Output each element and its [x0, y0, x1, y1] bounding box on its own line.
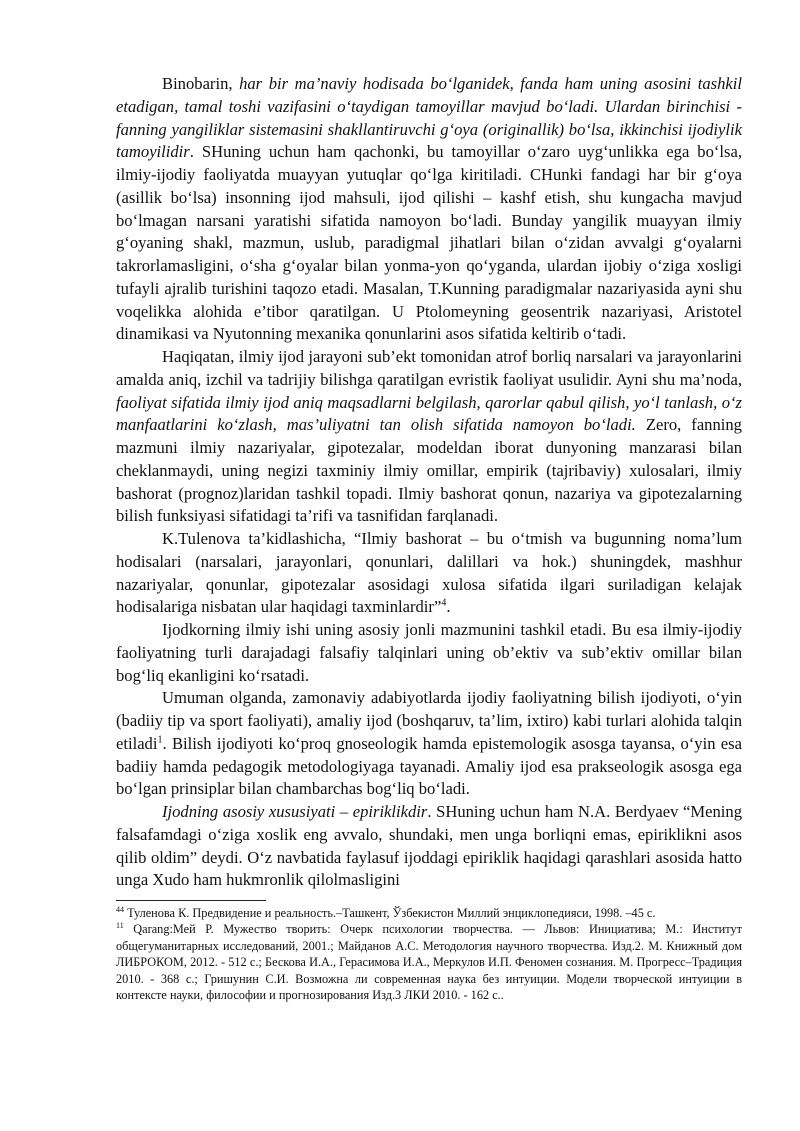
footnote-marker: 44 — [116, 904, 124, 914]
paragraph-text: . — [446, 597, 451, 617]
footnote-text: Туленова К. Предвидение и реальность.–Ташкент, Ўзбекистон Миллий энциклопедияси, 1998. –45 с. — [124, 906, 656, 920]
paragraph — [116, 687, 742, 801]
footnote-reference: 1 — [157, 734, 163, 746]
paragraph-text: Ijodkorning ilmiy ishi uning asosiy jonli mazmunini tashkil etadi. Bu esa ilmiy-ijodiy faoliyatning turli darajadagi falsafiy talqinlari uning ob’ektiv va sub’ektiv omillar bilan bog‘liq ekanligini ko‘rsatadi. — [116, 620, 742, 685]
footnote — [116, 905, 742, 921]
paragraph — [116, 73, 742, 346]
paragraph-text: Umuman olganda, zamonaviy adabiyotlarda ijodiy faoliyatning bilish ijodiyoti, o‘yin (badiiy tip va sport faoliyati), amaliy ijod (boshqaruv, ta’lim, ixtiro) kabi turlari alohida talqin etiladi — [116, 688, 742, 753]
emphasis-text: Ijodning asosiy xususiyati – epiriklikdir — [162, 802, 428, 821]
paragraph — [116, 801, 742, 892]
footnote-marker: 11 — [116, 921, 124, 931]
paragraph — [116, 528, 742, 619]
paragraph-text: . SHuning uchun ham qachonki, bu tamoyillar o‘zaro uyg‘unlikka ega bo‘lsa, ilmiy-ijodiy faoliyatda muayyan yutuqlar qo‘lga kiritiladi. CHunki fandagi har bir g‘oya (asillik bo‘lsa) insonning ijod mahsuli, ijod qilishi – kashf etish, shu kungacha mavjud bo‘lmagan narsani yaratishi sifatida namoyon bo‘ladi. Bunday yangilik muayyan ilmiy g‘oyaning shakl, mazmun, uslub, paradigmal jihatlari bilan o‘zidan avvalgi g‘oyalarni takrorlamasligini, o‘sha g‘oyalar bilan yonma-yon qo‘yganda, ulardan ijobiy o‘ziga xosligi tufayli ajralib turishini taqozo etadi. Masalan, T.Kunning paradigmalar nazariyasida ayni shu voqelikka alohida e’tibor qaratilgan. U Ptolomeyning geosentrik nazariyasi, Aristotel dinamikasi va Nyutonning mexanika qonunlarini asos sifatida keltirib o‘tadi. — [116, 142, 742, 344]
body-text — [116, 73, 742, 892]
emphasis-text: faoliyat sifatida ilmiy ijod aniq maqsadlarni belgilash, qarorlar qabul qilish, yo‘l tanlash, o‘z manfaatlarini ko‘zlash, mas’uliyatni tan olish sifatida namoyon bo‘ladi. — [116, 392, 742, 435]
paragraph — [116, 619, 742, 687]
paragraph-text: Haqiqatan, ilmiy ijod jarayoni sub’ekt tomonidan atrof borliq narsalari va jarayonlarini amalda aniq, izchil va tadrijiy bilishga qaratilgan evristik faoliyat usulidir. Ayni shu ma’noda, — [116, 347, 742, 389]
footnote-separator — [116, 900, 266, 901]
paragraph-text: Binobarin, — [162, 74, 240, 93]
document-page — [116, 73, 742, 1003]
footnotes — [116, 905, 742, 1003]
paragraph-text: . Bilish ijodiyoti ko‘proq gnoseologik hamda epistemologik asosga tayansa, o‘yin esa badiiy hamda pedagogik metodologiyaga tayanadi. Amaliy ijod esa prakseologik asosga ega bo‘lgan prinsiplar bilan chambarchas bog‘liq bo‘ladi. — [116, 733, 742, 799]
emphasis-text: har bir ma’naviy hodisada bo‘lganidek, fanda ham uning asosini tashkil etadigan, tamal toshi vazifasini o‘taydigan tamoyillar mavjud bo‘ladi. Ulardan birinchisi - fanning yangiliklar sistemasini shakllantiruvchi g‘oya (originallik) bo‘lsa, ikkinchisi ijodiylik tamoyilidir — [116, 74, 742, 162]
paragraph-text: . SHuning uchun ham N.A. Berdyaev “Mening falsafamdagi o‘ziga xoslik eng avvalo, shundaki, men unga borliqni emas, epiriklikni asos qilib oldim” deydi. O‘z navbatida faylasuf ijoddagi epiriklik haqidagi qarashlari asosida hatto unga Xudo ham hukmronlik qilolmasligini — [116, 802, 742, 890]
paragraph-text: Zero, fanning mazmuni ilmiy nazariyalar, gipotezalar, modeldan iborat dunyoning manzarasi bilan cheklanmaydi, uning negizi taxminiy ilmiy omillar, empirik (tajribaviy) xulosalari, ilmiy bashorat (prognoz)laridan tashkil topadi. Ilmiy bashorat qonun, nazariya va gipotezalarning bilish funksiyasi sifatidagi ta’rifi va tasnifidan farqlanadi. — [116, 415, 742, 526]
footnote-reference: 4 — [441, 597, 447, 609]
paragraph-text: K.Tulenova ta’kidlashicha, “Ilmiy bashorat – bu o‘tmish va bugunning noma’lum hodisalari (narsalari, jarayonlari, qonunlari, dalillari va hok.) shuningdek, mashhur nazariyalar, qonunlar, gipotezalar asosidagi xulosa sifatida ilgari suriladigan kelajak hodisalariga nisbatan ular haqidagi taxminlardir” — [116, 529, 742, 617]
paragraph — [116, 346, 742, 528]
footnote — [116, 921, 742, 1003]
footnote-text: Qarang:Мей Р. Мужество творить: Очерк психологии творчества. — Львов: Инициатива; М.: Институт общегуманитарных исследований, 2001.; Майданов А.С. Методология научного творчества. Изд.2. М. Книжный дом ЛИБРОКОМ, 2012. - 512 с.; Бескова И.А., Герасимова И.А., Меркулов И.П. Феномен сознания. М. Прогресс–Традиция 2010. - 368 с.; Гришунин С.И. Возможна ли современная наука без интуиции. Модели творческой интуиции в контексте науки, философии и прогнозирования Изд.3 ЛКИ 2010. - 162 с.. — [116, 922, 742, 1003]
